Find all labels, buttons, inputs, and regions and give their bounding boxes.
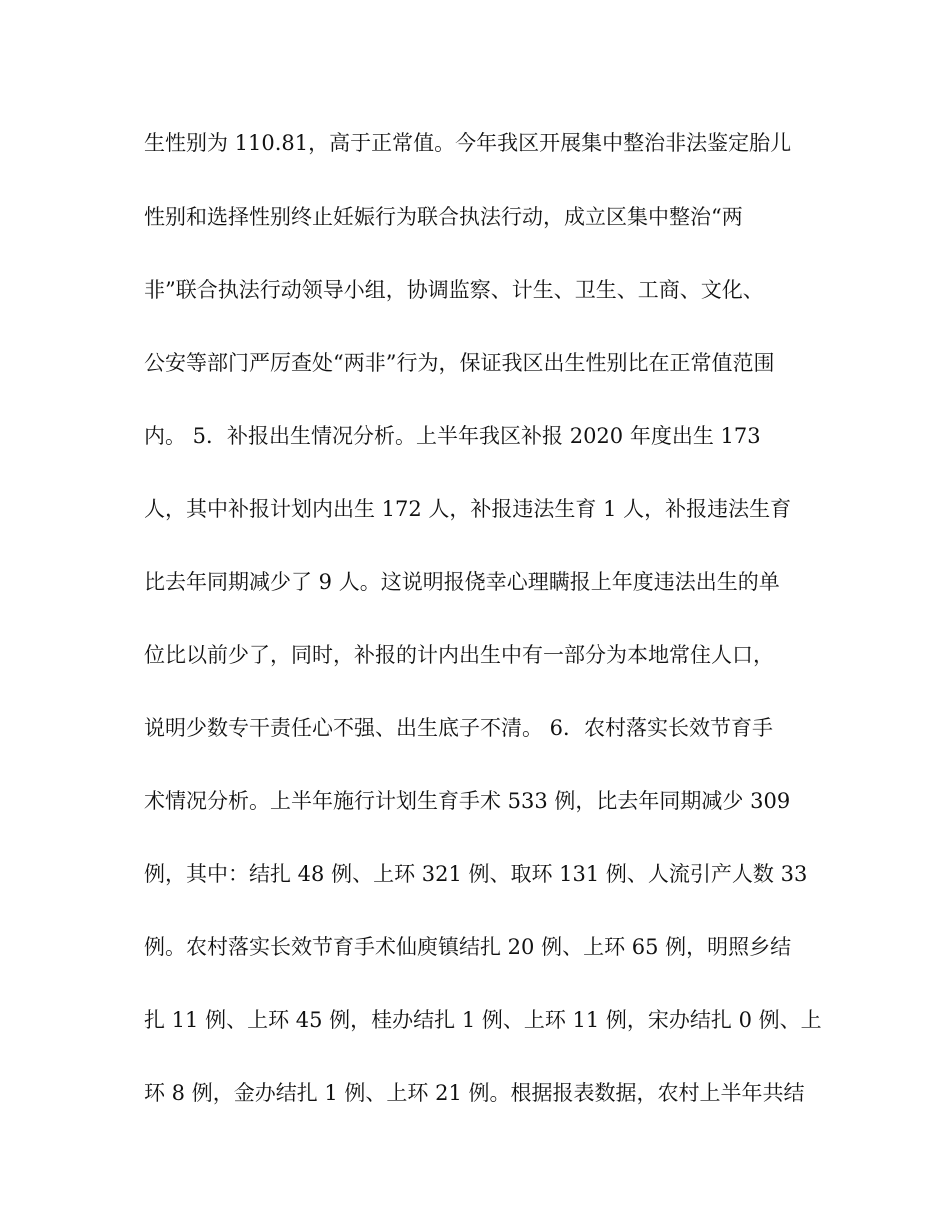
- body-text-line-8: 位比以前少了，同时，补报的计内出生中有一部分为本地常住人口，: [144, 643, 774, 667]
- body-text-line-12: 例。农村落实长效节育手术仙庾镇结扎 20 例、上环 65 例，明照乡结: [144, 935, 792, 959]
- body-text-line-11: 例，其中：结扎 48 例、上环 321 例、取环 131 例、人流引产人数 33: [144, 862, 808, 886]
- body-text-line-3: 非”联合执法行动领导小组，协调监察、计生、卫生、工商、文化、: [144, 278, 764, 302]
- body-text-line-2: 性别和选择性别终止妊娠行为联合执法行动，成立区集中整治“两: [144, 205, 743, 229]
- body-text-line-7: 比去年同期减少了 9 人。这说明报侥幸心理瞒报上年度违法出生的单: [144, 570, 780, 594]
- body-text-line-9: 说明少数专干责任心不强、出生底子不清。 6．农村落实长效节育手: [144, 716, 774, 740]
- body-text-line-14: 环 8 例，金办结扎 1 例、上环 21 例。根据报表数据，农村上半年共结: [144, 1081, 805, 1105]
- body-text-line-4: 公安等部门严厉查处“两非”行为，保证我区出生性别比在正常值范围: [144, 351, 775, 375]
- body-text-line-1: 生性别为 110.81，高于正常值。今年我区开展集中整治非法鉴定胎儿: [144, 131, 792, 155]
- body-text-line-5: 内。 5．补报出生情况分析。上半年我区补报 2020 年度出生 173: [144, 424, 761, 448]
- body-text-line-13: 扎 11 例、上环 45 例，桂办结扎 1 例、上环 11 例，宋办结扎 0 例、上: [144, 1008, 822, 1032]
- body-text-line-10: 术情况分析。上半年施行计划生育手术 533 例，比去年同期减少 309: [144, 789, 791, 813]
- body-text-line-6: 人，其中补报计划内出生 172 人，补报违法生育 1 人，补报违法生育: [144, 497, 792, 521]
